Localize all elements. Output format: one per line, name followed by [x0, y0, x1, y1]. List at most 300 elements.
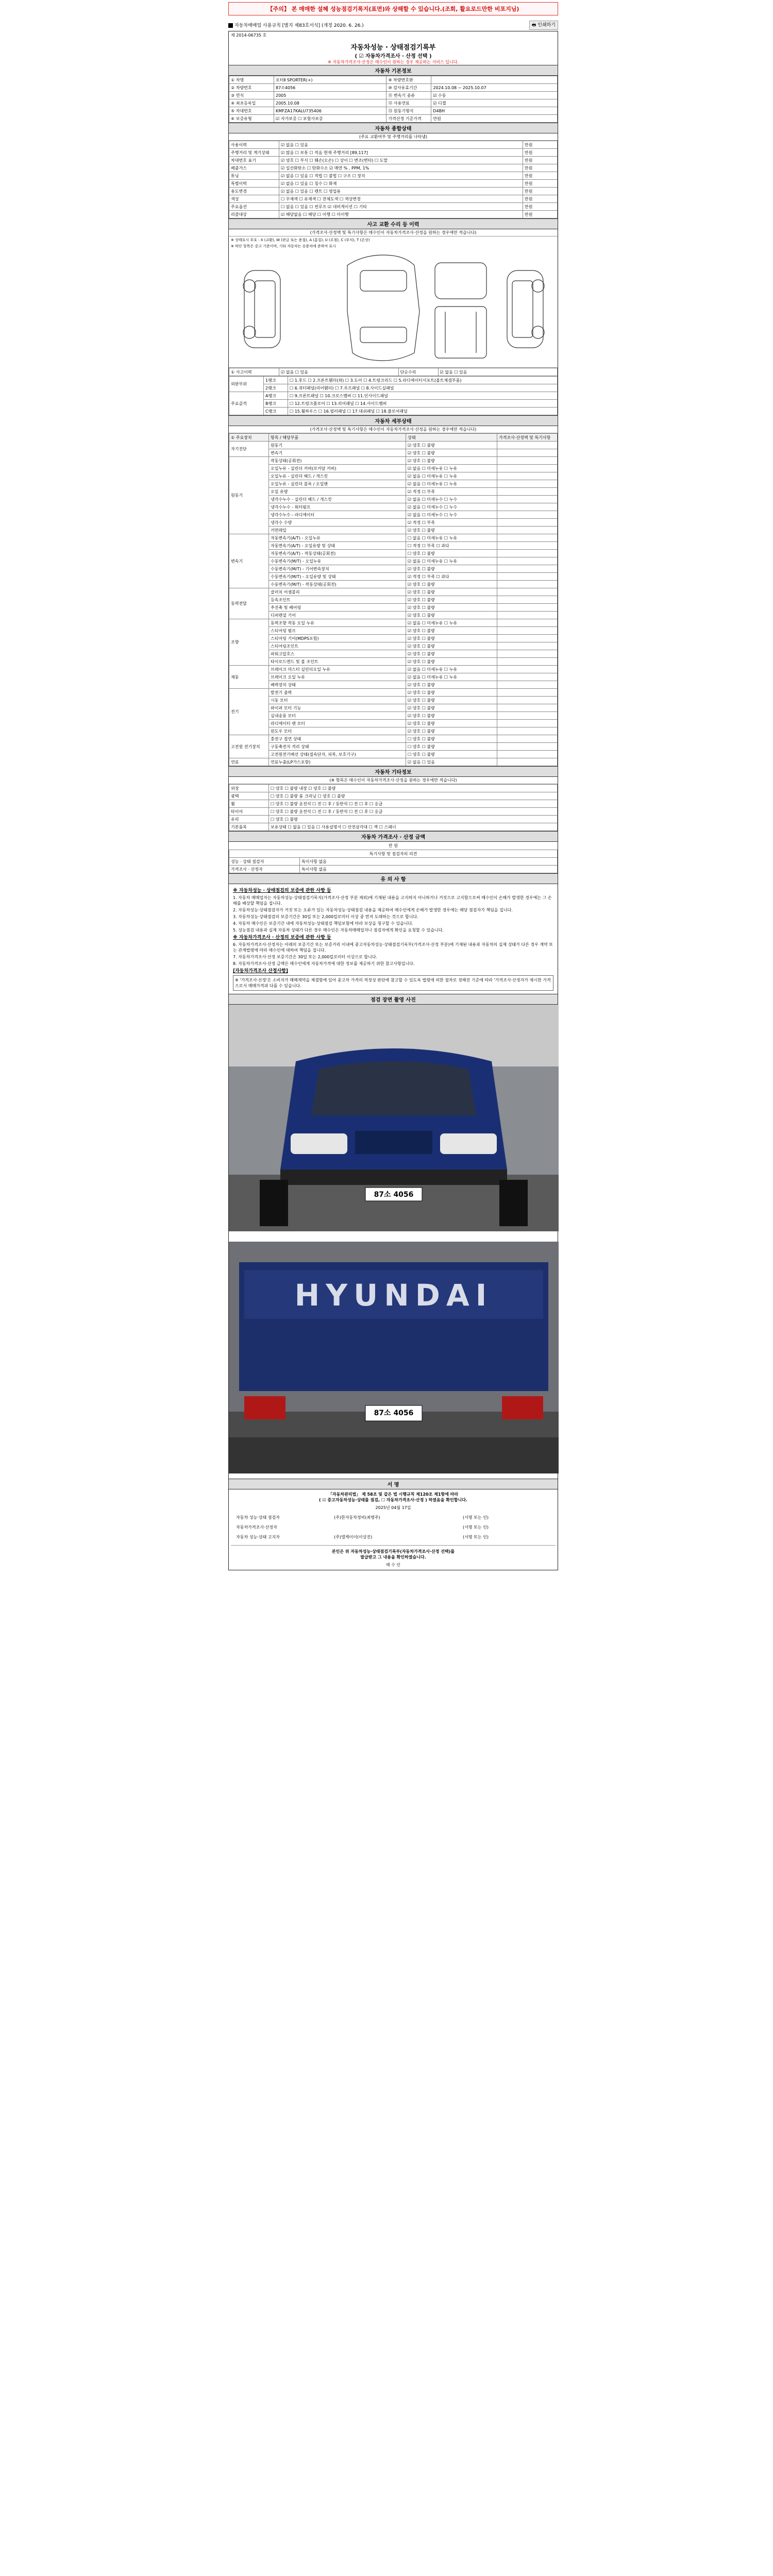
detail-status: ☑ 없음 ☐ 미세누유 ☐ 누유: [406, 619, 497, 627]
detail-row: [229, 712, 558, 720]
status-row: [229, 172, 558, 180]
detail-price: [497, 534, 558, 542]
status-value: ☑ 없음 ☐ 있음 ☐ 적법 ☐ 불법 ☐ 구조 ☐ 장치: [279, 172, 523, 180]
detail-price: [497, 472, 558, 480]
note-2: 2. 자동차성능·상태점검자가 거짓 또는 오류가 있는 자동차성능·상태점검 내용을 제공하여 매수인에게 손해가 발생한 경우에는 해당 점검자가 책임을 집니다.: [233, 908, 513, 912]
detail-row: [229, 666, 558, 673]
detail-price: [497, 527, 558, 534]
status-value: ☑ 없음 ☐ 있음 ☐ 렌트 ☐ 영업용: [279, 188, 523, 195]
status-value: ☑ 해당없음 ☐ 해당 ☐ 이행 ☐ 미이행: [279, 211, 523, 218]
sign-statement-1: 「자동차관리법」 제 58조 및 같은 법 시행규칙 제120조 제1항에 따라: [328, 1492, 459, 1497]
detail-item: 커먼레일: [269, 527, 406, 534]
detail-sub: (가격조사·산정액 및 특기사항은 매수인이 자동차가격조사·산정을 원하는 경우에만 적습니다): [229, 426, 558, 433]
detail-row: [229, 480, 558, 488]
detail-row: [229, 573, 558, 581]
status-price: 만원: [523, 141, 558, 149]
detail-group-name: 고전원 전기장치: [229, 735, 269, 758]
etc-value: ☐ 양호 ☐ 불량 운전석 ☐ 전 ☐ 후 / 동반석 ☐ 전 ☐ 후 ☐ 응급: [269, 808, 558, 816]
detail-price: [497, 704, 558, 712]
detail-group-name: 전기: [229, 689, 269, 735]
detail-row: [229, 697, 558, 704]
detail-status: ☑ 양호 ☐ 불량: [406, 627, 497, 635]
status-key: 사용이력: [229, 141, 279, 149]
detail-row: [229, 604, 558, 612]
detail-status: ☐ 없음 ☐ 미세누유 ☐ 누유: [406, 534, 497, 542]
photo-heading: 점검 장면 촬영 사진: [229, 994, 558, 1005]
sign-heading: 서 명: [229, 1479, 558, 1489]
detail-row: [229, 503, 558, 511]
status-price: 만원: [523, 180, 558, 188]
status-row: [229, 188, 558, 195]
status-row: [229, 157, 558, 164]
detail-heading: 자동차 세부상태: [229, 415, 558, 426]
detail-price: [497, 511, 558, 519]
detail-item: 오일누유 - 실린더 커버(로커암 커버): [269, 465, 406, 472]
buyer-label: 매 수 인: [385, 1563, 401, 1567]
status-key: 리콜대상: [229, 211, 279, 218]
detail-status: ☑ 양호 ☐ 불량: [406, 697, 497, 704]
car-side-left-icon: [243, 270, 280, 348]
etc-value: 보유상태 ☐ 없음 ☐ 있음 ☐ 사용설명서 ☐ 안전삼각대 ☐ 잭 ☐ 스패너: [269, 823, 558, 831]
basic-value-2: D4BH: [431, 107, 558, 115]
status-price: 만원: [523, 195, 558, 203]
detail-row: [229, 588, 558, 596]
detail-price: [497, 442, 558, 449]
detail-item: 충전구 절연 상태: [269, 735, 406, 743]
detail-status: ☑ 양호 ☐ 불량: [406, 689, 497, 697]
overall-status-table: [229, 141, 558, 218]
detail-status: ☑ 없음 ☐ 미세누유 ☐ 누유: [406, 666, 497, 673]
detail-item: 냉각수누수 - 워터펌프: [269, 503, 406, 511]
sign-date: 2025년 04월 17일: [375, 1505, 411, 1510]
detail-status: ☑ 양호 ☐ 불량: [406, 635, 497, 642]
detail-col-status: 상태: [406, 434, 497, 442]
detail-price: [497, 666, 558, 673]
basic-key-2: ⑪ 변속기 종류: [386, 92, 431, 99]
detail-row: [229, 704, 558, 712]
detail-status: ☑ 양호 ☐ 불량: [406, 442, 497, 449]
detail-status: ☑ 적정 ☐ 부족 ☐ 과다: [406, 573, 497, 581]
rank-c-items: ☐ 15.휠하우스 ☐ 16.필러패널 ☐ 17.대쉬패널 ☐ 18.플로어패널: [288, 408, 558, 415]
outer-panel-label: 외판부위: [229, 377, 264, 392]
detail-status: ☑ 양호 ☐ 불량: [406, 727, 497, 735]
bullet-icon: [228, 23, 233, 28]
basic-info-row: [229, 92, 558, 99]
detail-item: 오일 유량: [269, 488, 406, 496]
overall-status-sub: (주요 교환여부 및 주행거리를 나타냄): [229, 133, 558, 141]
basic-key-2: ⑫ 사용연료: [386, 99, 431, 107]
detail-price: [497, 573, 558, 581]
status-row: [229, 203, 558, 211]
document-title: 자동차성능 · 상태점검기록부: [350, 44, 436, 52]
status-key: 특별이력: [229, 180, 279, 188]
detail-price: [497, 496, 558, 503]
detail-row: [229, 542, 558, 550]
detail-item: 스티어링 펌프: [269, 627, 406, 635]
basic-info-row: [229, 107, 558, 115]
etc-key: 광택: [229, 792, 269, 800]
signature-field[interactable]: (서명 또는 인): [463, 1525, 489, 1530]
basic-value: 2005.10.08: [274, 99, 386, 107]
notes-heading: 유 의 사 항: [229, 873, 558, 884]
status-value: ☑ 없음 ☐ 있음 ☐ 침수 ☐ 화재: [279, 180, 523, 188]
document-red-note: ※ 자동차가격조사·산정은 매수인이 원하는 경우 제공하는 서비스 입니다.: [328, 60, 459, 64]
detail-group-name: 변속기: [229, 534, 269, 588]
detail-status: ☐ 양호 ☐ 불량: [406, 735, 497, 743]
etc-key: 외장: [229, 785, 269, 792]
detail-status: ☑ 양호 ☐ 불량: [406, 642, 497, 650]
detail-item: 디퍼렌셜 기어: [269, 612, 406, 619]
etc-value: ☐ 양호 ☐ 불량 운전석 ☐ 전 ☐ 후 / 동반석 ☐ 전 ☐ 후 ☐ 응급: [269, 800, 558, 808]
price-value: 만 원: [389, 843, 398, 848]
detail-status: ☑ 없음 ☐ 미세누유 ☐ 누유: [406, 480, 497, 488]
detail-row: [229, 449, 558, 457]
detail-price: [497, 449, 558, 457]
detail-status: ☑ 없음 ☐ 미세누유 ☐ 누유: [406, 465, 497, 472]
appraiser-opinion: 특이사항 없음: [300, 866, 558, 873]
signer-name: (주)엘케이이(이상진): [334, 1535, 373, 1539]
detail-item: 추진축 및 베어링: [269, 604, 406, 612]
basic-value-2: ☑ 수동: [431, 92, 558, 99]
detail-status: ☑ 없음 ☐ 미세누수 ☐ 누수: [406, 503, 497, 511]
detail-price: [497, 542, 558, 550]
basic-value: KMFZA17KALU735406: [274, 107, 386, 115]
print-button[interactable]: 🖶 인쇄하기: [529, 21, 558, 30]
rank-b-label: B랭크: [264, 400, 288, 408]
detail-price: [497, 697, 558, 704]
detail-item: 수동변속기(M/T) - 오일누유: [269, 557, 406, 565]
status-price: 만원: [523, 172, 558, 180]
status-key: 색상: [229, 195, 279, 203]
detail-status: ☑ 양호 ☐ 불량: [406, 565, 497, 573]
status-row: [229, 211, 558, 218]
form-caption: [228, 22, 558, 30]
detail-status: ☑ 양호 ☐ 불량: [406, 596, 497, 604]
detail-item: 동력조향 작동 오일 누유: [269, 619, 406, 627]
detail-group-name: 원동기: [229, 457, 269, 534]
basic-info-row: [229, 76, 558, 84]
detail-item: 연료누출(LP가스포함): [269, 758, 406, 766]
detail-row: [229, 635, 558, 642]
detail-status: ☑ 없음 ☐ 미세누수 ☐ 누수: [406, 496, 497, 503]
status-value: ☑ 없음 ☐ 있음: [279, 141, 523, 149]
detail-group-name: 자기진단: [229, 442, 269, 457]
detail-price: [497, 480, 558, 488]
detail-item: 윈도우 모터: [269, 727, 406, 735]
etc-value: ☐ 양호 ☐ 불량 내장 ☐ 양호 ☐ 불량: [269, 785, 558, 792]
basic-value: ☑ 자가보증 ☐ 보험사보증: [274, 115, 386, 123]
form-reference: 자동차매매업 사용규칙 [별지 제83호서식] (개정 2020. 6. 26.): [234, 23, 364, 28]
detail-status: ☑ 적정 ☐ 부족: [406, 488, 497, 496]
detail-price: [497, 673, 558, 681]
status-price: 만원: [523, 211, 558, 218]
special-notes-table: [229, 850, 558, 873]
detail-row: [229, 557, 558, 565]
note-9: ※ '가격조사·산정'은 소비자가 매매계약을 체결함에 있어 중고차 가격의 적정성 판단에 참고할 수 있도록 법령에 의한 절차로 정해진 기준에 따라 '가격조사·산정자가 제시한 가격으로서 매매가격과 다를 수 있습니다.: [233, 975, 553, 991]
basic-value-2: [431, 76, 558, 84]
detail-item: 브레이크 오일 누유: [269, 673, 406, 681]
simple-repair-value: ☑ 없음 ☐ 있음: [438, 368, 558, 376]
note-3: 3. 자동차성능·상태점검의 보증기간은 30일 또는 2,000킬로미터 이상 중 먼저 도래하는 것으로 합니다.: [233, 914, 418, 919]
rear-brand-lettering: HYUNDAI: [294, 1278, 493, 1313]
sign-area: [229, 1489, 558, 1570]
status-price: 만원: [523, 203, 558, 211]
detail-item: 자동변속기(A/T) - 오일누유: [269, 534, 406, 542]
detail-price: [497, 519, 558, 527]
detail-price: [497, 557, 558, 565]
detail-row: [229, 457, 558, 465]
receipt-statement-2: 발급받고 그 내용을 확인하였습니다.: [360, 1555, 426, 1560]
detail-price: [497, 612, 558, 619]
detail-row: [229, 511, 558, 519]
detail-status: ☑ 양호 ☐ 불량: [406, 650, 497, 658]
detail-price: [497, 604, 558, 612]
basic-info-row: [229, 84, 558, 92]
status-row: [229, 141, 558, 149]
appraiser-label: 가격조사 · 산정자: [229, 866, 300, 873]
detail-price: [497, 735, 558, 743]
exchange-table: [229, 376, 558, 415]
detail-status: ☑ 양호 ☐ 불량: [406, 449, 497, 457]
detail-price: [497, 681, 558, 689]
basic-value-2: 만원: [431, 115, 558, 123]
detail-row: [229, 735, 558, 743]
detail-item: 냉각수누수 - 실린더 헤드 / 개스킷: [269, 496, 406, 503]
detail-status: ☑ 없음 ☐ 미세누유 ☐ 누유: [406, 557, 497, 565]
detail-row: [229, 596, 558, 604]
detail-group-name: 동력전달: [229, 588, 269, 619]
detail-group-name: 제동: [229, 666, 269, 689]
detail-row: [229, 689, 558, 697]
special-notes-heading: 특기사항 및 점검자의 의견: [229, 850, 558, 858]
detail-price: [497, 488, 558, 496]
detail-status: ☑ 없음 ☐ 미세누수 ☐ 누수: [406, 511, 497, 519]
notes-section-3-title: [자동차가격조사 산정사항]: [233, 969, 288, 974]
rank-2-items: ☐ 6.쿼터패널(리어휀더) ☐ 7.루프패널 ☐ 8.사이드실패널: [288, 384, 558, 392]
detail-item: 라디에이터 팬 모터: [269, 720, 406, 727]
etc-sub: (※ 항목은 매수인이 자동차가격조사·산정을 원하는 경우에만 적습니다): [229, 777, 558, 784]
etc-row: [229, 800, 558, 808]
detail-item: 스티어링 기어(MDPS포함): [269, 635, 406, 642]
detail-item: 파워고압호스: [269, 650, 406, 658]
detail-status: ☑ 양호 ☐ 불량: [406, 588, 497, 596]
status-row: [229, 149, 558, 157]
etc-heading: 자동차 기타정보: [229, 766, 558, 777]
detail-row: [229, 758, 558, 766]
detail-status: ☐ 적정 ☐ 부족 ☐ 과다: [406, 542, 497, 550]
status-value: ☐ 없음 ☐ 있음 ☐ 썬루프 ☑ 네비게이션 ☐ 기타: [279, 203, 523, 211]
rank-c-label: C랭크: [264, 408, 288, 415]
note-1: 1. 자동차 매매업자는 자동차성능·상태점검기록지(가격조사·산정 부분 제외)에 기재된 내용을 고지하지 아니하거나 거짓으로 고지함으로써 매수인이 손해가 발생한 경우에는 그 손해를 배상할 책임을 집니다.: [233, 895, 552, 906]
accident-history-label: ① 사고이력: [229, 368, 279, 376]
note-7: 7. 자동차가격조사·산정 보증기간은 30일 또는 2,000킬로미터 이상으로 합니다.: [233, 955, 377, 959]
signer-name: [334, 1524, 463, 1530]
detail-price: [497, 565, 558, 573]
status-price: 만원: [523, 164, 558, 172]
detail-item: 스티어링조인트: [269, 642, 406, 650]
detail-item: 시동 모터: [269, 697, 406, 704]
note-4: 4. 자동차 매수인은 보증기간 내에 자동차성능·상태점검 책임보험에 따라 보상을 청구할 수 있습니다.: [233, 921, 413, 926]
status-row: [229, 195, 558, 203]
detail-row: [229, 743, 558, 751]
detail-row: [229, 673, 558, 681]
basic-key: ④ 최초등록일: [229, 99, 274, 107]
document-number: 제 2014-06735 호: [231, 33, 267, 38]
detail-item: 오일누유 - 실린더 블록 / 오일팬: [269, 480, 406, 488]
detail-col-price: 가격조사·산정액 및 특기사항: [497, 434, 558, 442]
detail-row: [229, 565, 558, 573]
price-heading: 자동차 가격조사 · 산정 금액: [229, 831, 558, 842]
detail-item: 발전기 출력: [269, 689, 406, 697]
basic-key: ① 차명: [229, 76, 274, 84]
detail-price: [497, 727, 558, 735]
signer-role: 자동차 성능·상태 고지자: [236, 1535, 280, 1539]
inspector-opinion: 특이사항 없음: [300, 858, 558, 866]
detail-group-name: 연료: [229, 758, 269, 766]
detail-row: [229, 612, 558, 619]
signature-row: [231, 1513, 556, 1522]
detail-status: ☑ 양호 ☐ 불량: [406, 457, 497, 465]
etc-row: [229, 823, 558, 831]
detail-item: 타이로드엔드 및 볼 조인트: [269, 658, 406, 666]
etc-key: 유리: [229, 816, 269, 823]
detail-item: 고전원전기배선 상태(접속단자, 피복, 보호기구): [269, 751, 406, 758]
detail-status: ☑ 양호 ☐ 불량: [406, 658, 497, 666]
etc-table: [229, 784, 558, 831]
detail-row: [229, 519, 558, 527]
detail-row: [229, 627, 558, 635]
basic-value-2: ☑ 디젤: [431, 99, 558, 107]
detail-status: ☑ 양호 ☐ 불량: [406, 712, 497, 720]
detail-item: 작동상태(공회전): [269, 457, 406, 465]
car-side-right-icon: [507, 270, 544, 348]
etc-key: 타이어: [229, 808, 269, 816]
detail-price: [497, 635, 558, 642]
front-photo: [229, 1005, 559, 1231]
detail-row: [229, 488, 558, 496]
detail-price: [497, 550, 558, 557]
car-top-view-icon: [347, 255, 419, 361]
detail-price: [497, 751, 558, 758]
basic-key: ⑤ 차대번호: [229, 107, 274, 115]
status-value: ☑ 많음 ☐ 보통 ☐ 적음 현재 주행거리 [89,117]: [279, 149, 523, 157]
status-key: 용도변경: [229, 188, 279, 195]
detail-status: ☐ 양호 ☐ 불량: [406, 751, 497, 758]
detail-item: 냉각수누수 - 라디에이터: [269, 511, 406, 519]
accident-table: [229, 368, 558, 376]
signature-row: [231, 1532, 556, 1542]
detail-row: [229, 550, 558, 557]
status-key: 배출가스: [229, 164, 279, 172]
detail-price: [497, 588, 558, 596]
basic-key: ⑥ 보증유형: [229, 115, 274, 123]
basic-value: 포터Ⅱ SPORTER(+): [274, 76, 386, 84]
status-key: 주요옵션: [229, 203, 279, 211]
detail-status: ☐ 양호 ☐ 불량: [406, 743, 497, 751]
accident-legend-2: ※ 하단 항목은 중고 기준이며, 기타 자동차는 승용차에 준하여 표시: [231, 244, 336, 248]
rear-plate: 87소 4056: [374, 1409, 414, 1417]
detail-item: 수동변속기(M/T) - 오일유량 및 상태: [269, 573, 406, 581]
detail-table: [229, 433, 558, 766]
detail-item: 냉각수 수량: [269, 519, 406, 527]
rear-photo: [229, 1242, 559, 1473]
detail-price: [497, 743, 558, 751]
status-key: 차대번호 표기: [229, 157, 279, 164]
detail-row: [229, 527, 558, 534]
detail-item: 수동변속기(M/T) - 기어변속장치: [269, 565, 406, 573]
detail-row: [229, 465, 558, 472]
detail-item: 원동기: [269, 442, 406, 449]
detail-price: [497, 457, 558, 465]
signature-field[interactable]: (서명 또는 인): [463, 1535, 489, 1539]
signer-name: (주)한자동차정비(최병주): [334, 1515, 380, 1520]
rank-a-items: ☐ 9.프론트패널 ☐ 10.크로스멤버 ☐ 11.인사이드패널: [288, 392, 558, 400]
printer-icon: 🖶: [531, 23, 538, 28]
detail-item: 오일누유 - 실린더 헤드 / 개스킷: [269, 472, 406, 480]
detail-row: [229, 720, 558, 727]
basic-info-heading: 자동차 기본정보: [229, 65, 558, 76]
note-8: 8. 자동차가격조사·산정 금액은 매수인에게 자동차가격에 대한 정보를 제공하기 위한 참고사항입니다.: [233, 961, 415, 966]
basic-value: 87소4056: [274, 84, 386, 92]
detail-row: [229, 642, 558, 650]
etc-key: 기본품목: [229, 823, 269, 831]
rank-b-items: ☐ 12.트렁크플로어 ☐ 13.리어패널 ☐ 14.사이드멤버: [288, 400, 558, 408]
detail-row: [229, 472, 558, 480]
detail-price: [497, 758, 558, 766]
detail-item: 와이퍼 모터 기능: [269, 704, 406, 712]
detail-status: ☐ 양호 ☐ 불량: [406, 550, 497, 557]
overall-status-heading: 자동차 종합상태: [229, 123, 558, 133]
basic-key: ② 차량번호: [229, 84, 274, 92]
signature-row: [231, 1522, 556, 1532]
detail-status: ☑ 양호 ☐ 불량: [406, 681, 497, 689]
detail-item: 등속조인트: [269, 596, 406, 604]
signature-field[interactable]: (서명 또는 인): [463, 1515, 489, 1520]
etc-value: ☐ 양호 ☐ 불량: [269, 816, 558, 823]
detail-price: [497, 619, 558, 627]
status-value: ☑ 양호 ☐ 부식 ☐ 훼손(오손) ☐ 상이 ☐ 변조(변타) ☐ 도말: [279, 157, 523, 164]
front-plate: 87소 4056: [374, 1191, 414, 1199]
detail-item: 자동변속기(A/T) - 작동상태(공회전): [269, 550, 406, 557]
car-rear-view-icon: [435, 263, 486, 358]
detail-status: ☑ 없음 ☐ 미세누유 ☐ 누유: [406, 673, 497, 681]
etc-row: [229, 792, 558, 800]
detail-item: 자동변속기(A/T) - 오일유량 및 상태: [269, 542, 406, 550]
detail-col-device: ① 주요장치: [229, 434, 269, 442]
detail-price: [497, 627, 558, 635]
etc-row: [229, 816, 558, 823]
detail-item: 변속기: [269, 449, 406, 457]
detail-row: [229, 751, 558, 758]
notes-body: [229, 884, 558, 994]
detail-price: [497, 596, 558, 604]
sign-statement-2: ( ☑ 중고자동차성능·상태를 점검, ☐ 자동차가격조사·산정 ) 하였음을 확인합니다.: [319, 1498, 467, 1502]
detail-status: ☑ 양호 ☐ 불량: [406, 704, 497, 712]
detail-row: [229, 496, 558, 503]
detail-row: [229, 658, 558, 666]
basic-info-row: [229, 115, 558, 123]
warning-banner: 【주의】 본 매매한 설혜 성능점검기록지(표면)와 상해할 수 있습니다.(조회, 활요로드만한 비포지님): [228, 2, 558, 15]
detail-row: [229, 619, 558, 627]
etc-key: 휠: [229, 800, 269, 808]
detail-price: [497, 658, 558, 666]
status-key: 튜닝: [229, 172, 279, 180]
detail-price: [497, 712, 558, 720]
detail-status: ☑ 양호 ☐ 불량: [406, 720, 497, 727]
photo-area: [229, 1005, 558, 1479]
basic-info-table: [229, 76, 558, 123]
basic-key-2: ⑩ 검사유효기간: [386, 84, 431, 92]
